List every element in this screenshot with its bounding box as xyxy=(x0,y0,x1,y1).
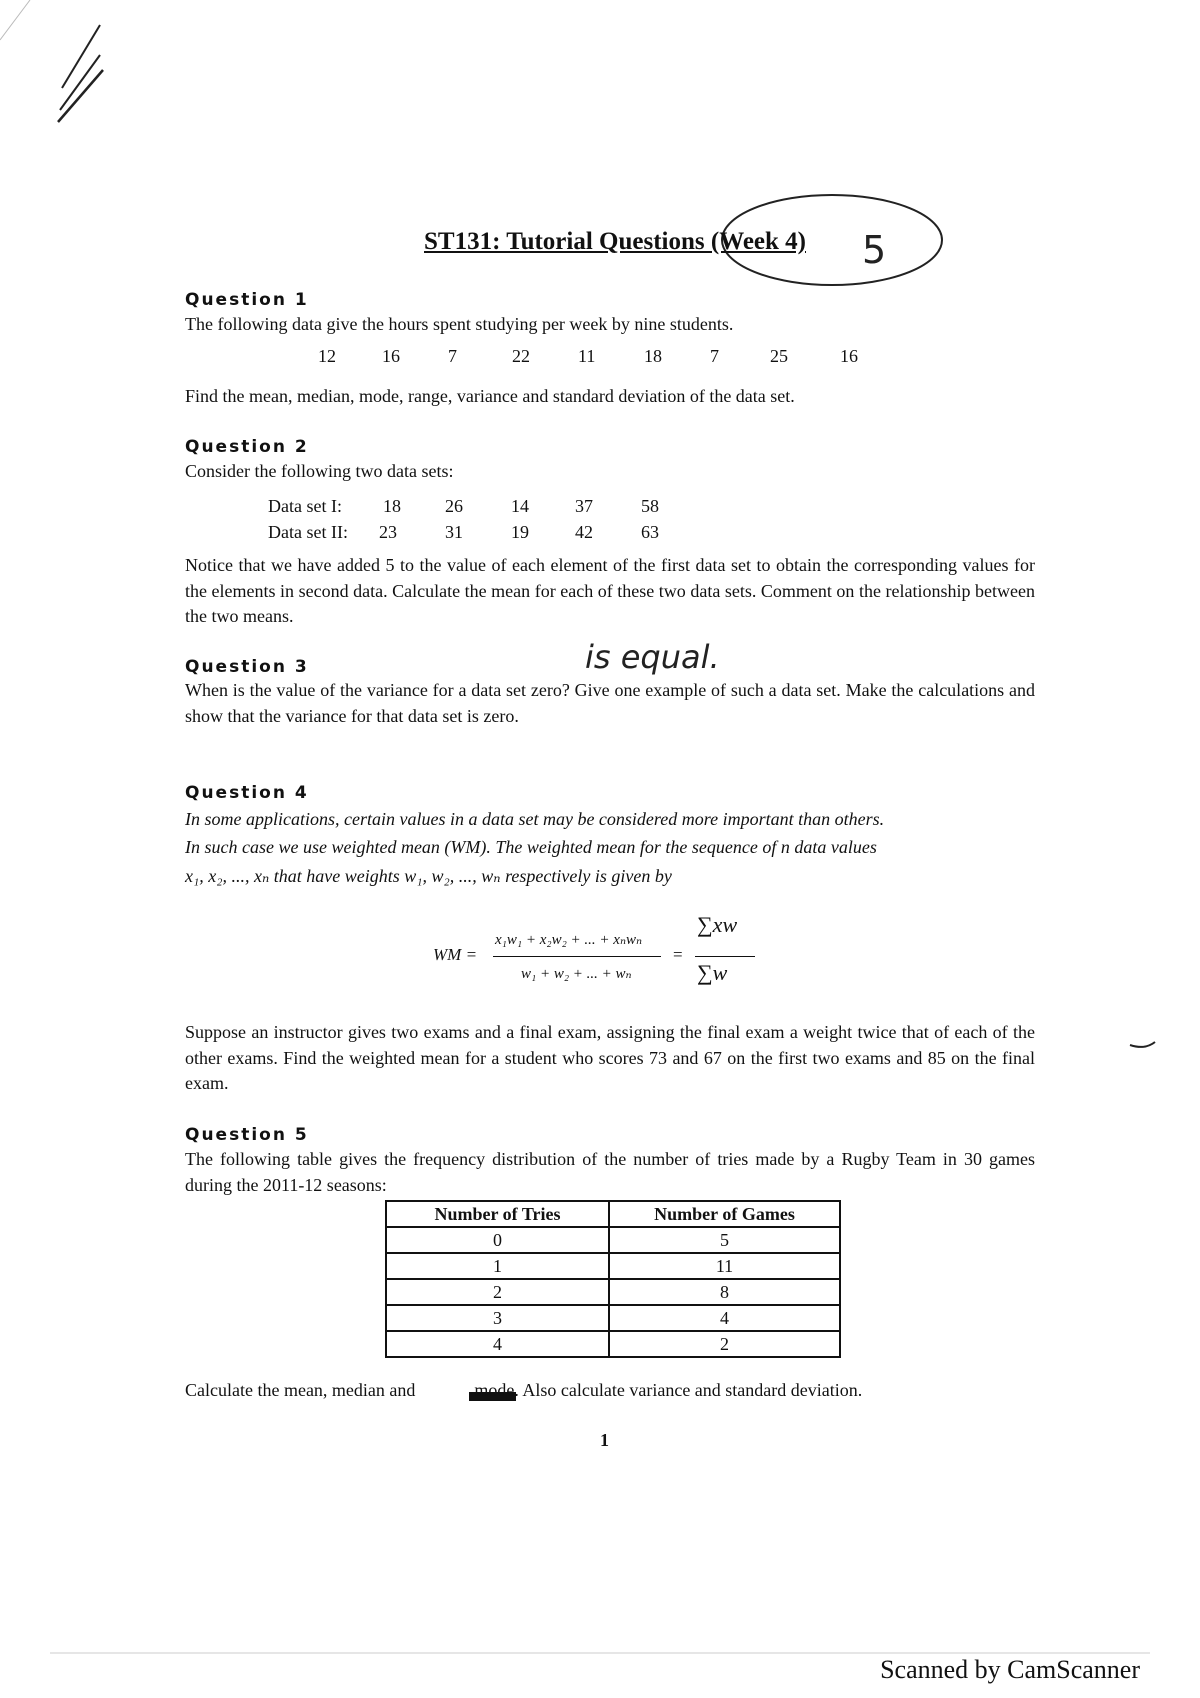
table-row xyxy=(386,1227,840,1253)
value: 19 xyxy=(511,522,529,542)
table-row xyxy=(386,1253,840,1279)
value: 14 xyxy=(511,496,529,516)
value: 26 xyxy=(445,496,463,516)
value: 63 xyxy=(641,522,659,542)
handwritten-title-note: 5 xyxy=(862,228,887,272)
formula-lhs: WM = xyxy=(433,945,478,964)
tries-cell: 2 xyxy=(386,1279,609,1305)
question-1-heading: Question 1 xyxy=(185,290,309,310)
games-cell: 8 xyxy=(609,1279,840,1305)
formula-sum-denominator: ∑w xyxy=(697,960,728,985)
question-4-intro-line-3: x₁, x₂, ..., xₙ that have weights w₁, w₂, ..., wₙ respectively is given by xyxy=(185,866,672,886)
column-header-tries: Number of Tries xyxy=(386,1201,609,1227)
handwritten-answer-note: is equal. xyxy=(585,638,720,676)
question-5-task xyxy=(185,1380,862,1401)
tries-cell: 1 xyxy=(386,1253,609,1279)
question-4-heading: Question 4 xyxy=(185,783,309,803)
value: 7 xyxy=(710,346,719,366)
value: 42 xyxy=(575,522,593,542)
formula-sum-bar xyxy=(695,956,755,957)
table-header-row xyxy=(386,1201,840,1227)
value: 11 xyxy=(578,346,596,366)
question-4-intro-line-2: In such case we use weighted mean (WM). The weighted mean for the sequence of n data values xyxy=(185,837,877,857)
question-2-heading: Question 2 xyxy=(185,437,309,457)
games-cell: 5 xyxy=(609,1227,840,1253)
page-title: ST131: Tutorial Questions (Week 4) xyxy=(424,228,806,255)
tries-cell: 3 xyxy=(386,1305,609,1331)
page-number: 1 xyxy=(600,1430,609,1450)
value: 16 xyxy=(840,346,858,366)
question-1-task: Find the mean, median, mode, range, variance and standard deviation of the data set. xyxy=(185,386,795,406)
frequency-table xyxy=(385,1200,841,1358)
question-5-task-end: mode. Also calculate variance and standard deviation. xyxy=(474,1380,863,1400)
value: 18 xyxy=(383,496,401,516)
scanner-watermark: Scanned by CamScanner xyxy=(880,1655,1140,1684)
question-2-intro: Consider the following two data sets: xyxy=(185,461,454,481)
question-5-heading: Question 5 xyxy=(185,1125,309,1145)
formula-equals: = xyxy=(673,945,683,964)
column-header-games: Number of Games xyxy=(609,1201,840,1227)
table-row xyxy=(386,1279,840,1305)
data-set-1-label: Data set I: xyxy=(268,496,342,516)
value: 16 xyxy=(382,346,400,366)
question-3-task: When is the value of the variance for a data set zero? Give one example of such a data set. Make the calculations and show that the variance for that data set is zero. xyxy=(185,680,1035,726)
games-cell: 4 xyxy=(609,1305,840,1331)
tries-cell: 0 xyxy=(386,1227,609,1253)
question-1-intro: The following data give the hours spent studying per week by nine students. xyxy=(185,314,734,334)
value: 37 xyxy=(575,496,593,516)
value: 58 xyxy=(641,496,659,516)
value: 23 xyxy=(379,522,397,542)
weighted-mean-formula xyxy=(433,912,793,992)
question-3-heading: Question 3 xyxy=(185,657,309,677)
value: 12 xyxy=(318,346,336,366)
formula-denominator: w₁ + w₂ + ... + wₙ xyxy=(521,966,632,982)
question-5-intro: The following table gives the frequency distribution of the number of tries made by a Rugby Team in 30 games during the 2011-12 seasons: xyxy=(185,1149,1035,1195)
value: 22 xyxy=(512,346,530,366)
question-2-task: Notice that we have added 5 to the value of each element of the first data set to obtain the corresponding values for the elements in second data. Calculate the mean for each of these two data sets. Comment on the relationship between the two means. xyxy=(185,555,1035,626)
value: 7 xyxy=(448,346,457,366)
data-set-2-label: Data set II: xyxy=(268,522,348,542)
games-cell: 2 xyxy=(609,1331,840,1357)
question-4-task: Suppose an instructor gives two exams and a final exam, assigning the final exam a weight twice that of each of the other exams. Find the weighted mean for a student who scores 73 and 67 on the first two exams and 85 on the final exam. xyxy=(185,1022,1035,1093)
formula-fraction-bar xyxy=(493,956,661,957)
value: 31 xyxy=(445,522,463,542)
table-row xyxy=(386,1305,840,1331)
table-row xyxy=(386,1331,840,1357)
tries-cell: 4 xyxy=(386,1331,609,1357)
value: 18 xyxy=(644,346,662,366)
question-4-intro-line-1: In some applications, certain values in a data set may be considered more important than others. xyxy=(185,809,885,829)
formula-numerator: x₁w₁ + x₂w₂ + ... + xₙwₙ xyxy=(495,932,643,948)
value: 25 xyxy=(770,346,788,366)
formula-sum-numerator: ∑xw xyxy=(697,912,738,937)
question-5-task-start: Calculate the mean, median and xyxy=(185,1380,416,1400)
games-cell: 11 xyxy=(609,1253,840,1279)
